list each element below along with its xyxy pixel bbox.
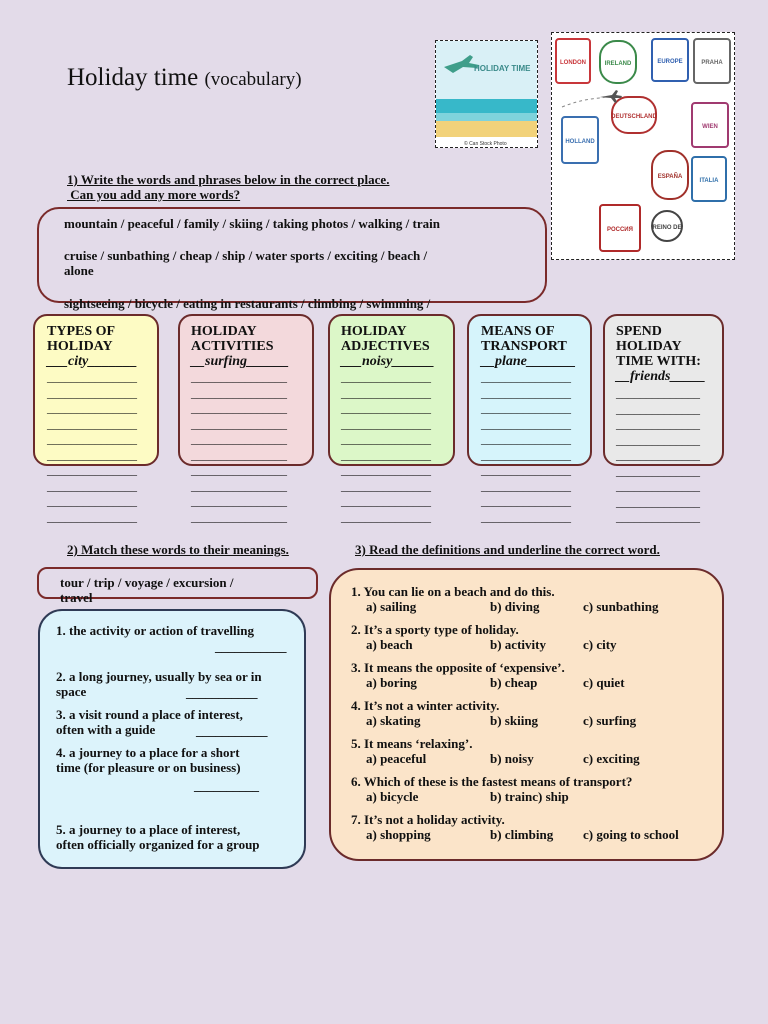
page-title — [67, 64, 302, 92]
stamp — [556, 39, 590, 83]
answer-lines-activities[interactable]: ________________ ________________ ________________ ________________ ________________ ________________ ________________ ________________ ________________ ________________ — [191, 370, 287, 524]
option-b[interactable]: b) trainc) ship — [490, 789, 569, 804]
ex1-instruction-line2: Can you add any more words? — [67, 187, 241, 202]
svg-text:ITALIA: ITALIA — [699, 178, 719, 184]
stamp — [611, 97, 657, 133]
category-transport: MEANS OF TRANSPORT __plane_______ — [481, 324, 576, 369]
match-words-line1: tour / trip / voyage / excursion / — [60, 575, 234, 590]
option-b[interactable]: b) climbing — [490, 827, 554, 842]
option-a[interactable]: a) beach — [366, 637, 413, 652]
example-answer: __surfing______ — [191, 354, 290, 369]
answer-lines-types[interactable]: _______________ _______________ _______________ _______________ _______________ _______________ _______________ _______________ _______________ _______________ — [47, 370, 137, 524]
word-bank-line-1: mountain / peaceful / family / skiing / taking photos / walking / train — [64, 216, 440, 231]
definition-question: 6. Which of these is the fastest means of transport? — [351, 774, 633, 789]
stamp — [694, 39, 730, 83]
option-b[interactable]: b) activity — [490, 637, 546, 652]
category-spend-time: SPEND HOLIDAY TIME WITH: __friends_____ — [616, 324, 706, 384]
option-a[interactable]: a) sailing — [366, 599, 417, 614]
beach-illustration — [436, 41, 537, 147]
option-c[interactable]: c) going to school — [583, 827, 679, 842]
stamp — [652, 39, 688, 81]
svg-text:EUROPE: EUROPE — [657, 59, 683, 65]
meaning-3: 3. a visit round a place of interest, often with a guide — [56, 707, 243, 737]
option-b[interactable]: b) noisy — [490, 751, 534, 766]
example-answer: ___noisy______ — [341, 354, 435, 369]
ex1-instruction-line1: 1) Write the words and phrases below in the correct place. — [67, 172, 390, 187]
svg-text:WIEN: WIEN — [702, 124, 718, 130]
svg-text:РОССИЯ: РОССИЯ — [607, 227, 633, 233]
holiday-caption: HOLIDAY TIME — [474, 64, 531, 73]
travel-stamps-collage — [552, 33, 734, 259]
meaning-4: 4. a journey to a place for a short time (for pleasure or on business) — [56, 745, 241, 775]
answer-lines-adjectives[interactable]: _______________ _______________ _______________ _______________ _______________ _______________ _______________ _______________ _______________ _______________ — [341, 370, 431, 524]
meaning-5: 5. a journey to a place of interest, often officially organized for a group — [56, 822, 260, 852]
option-a[interactable]: a) bicycle — [366, 789, 419, 804]
image-credit: © Can Stock Photo — [464, 141, 507, 147]
definition-question: 4. It’s not a winter activity. — [351, 698, 500, 713]
option-a[interactable]: a) shopping — [366, 827, 431, 842]
match-words-line2: travel — [60, 590, 93, 605]
option-c[interactable]: c) sunbathing — [583, 599, 659, 614]
stamp — [692, 103, 728, 147]
svg-text:IRELAND: IRELAND — [604, 61, 632, 67]
svg-text:HOLLAND: HOLLAND — [565, 139, 595, 145]
option-c[interactable]: c) quiet — [583, 675, 625, 690]
match-words — [60, 575, 233, 605]
word-bank-line-3: sightseeing / bicycle / eating in restaurants / climbing / swimming / — [64, 296, 431, 311]
meaning-4-blank[interactable]: __________ — [194, 778, 259, 793]
option-c[interactable]: c) exciting — [583, 751, 640, 766]
ex2-instruction: 2) Match these words to their meanings. — [67, 542, 289, 557]
stamp — [652, 211, 682, 241]
stamp — [562, 117, 598, 163]
option-b[interactable]: b) diving — [490, 599, 540, 614]
meaning-2: 2. a long journey, usually by sea or in space — [56, 669, 262, 699]
definition-question: 5. It means ‘relaxing’. — [351, 736, 473, 751]
option-c[interactable]: c) surfing — [583, 713, 637, 728]
svg-text:ESPAÑA: ESPAÑA — [657, 174, 683, 180]
ex3-instruction: 3) Read the definitions and underline the correct word. — [355, 542, 660, 557]
stamp — [600, 41, 636, 83]
category-adjectives: HOLIDAY ADJECTIVES ___noisy______ — [341, 324, 435, 369]
meaning-1-blank[interactable]: ___________ — [215, 639, 287, 654]
option-b[interactable]: b) skiing — [490, 713, 539, 728]
word-bank-line-2: cruise / sunbathing / cheap / ship / water sports / exciting / beach / — [64, 248, 428, 263]
answer-lines-transport[interactable]: _______________ _______________ _______________ _______________ _______________ _______________ _______________ _______________ _______________ _______________ — [481, 370, 571, 524]
definition-question: 3. It means the opposite of ‘expensive’. — [351, 660, 565, 675]
example-answer: ___city_______ — [47, 354, 138, 369]
example-answer: __friends_____ — [616, 369, 706, 384]
svg-text:LONDON: LONDON — [560, 60, 586, 66]
svg-text:PRAHA: PRAHA — [701, 60, 723, 66]
title-main: Holiday time — [67, 64, 199, 91]
holiday-image — [435, 40, 538, 148]
stamps-image — [551, 32, 735, 260]
svg-text:DEUTSCHLAND: DEUTSCHLAND — [611, 114, 657, 120]
word-bank-line-2b: alone — [64, 263, 94, 278]
category-types: TYPES OF HOLIDAY ___city_______ — [47, 324, 138, 369]
option-a[interactable]: a) peaceful — [366, 751, 427, 766]
stamp — [600, 205, 640, 251]
option-c[interactable]: c) city — [583, 637, 617, 652]
stamp — [692, 157, 726, 201]
example-answer: __plane_______ — [481, 354, 576, 369]
meaning-1: 1. the activity or action of travelling — [56, 623, 254, 638]
title-sub: (vocabulary) — [204, 69, 302, 90]
category-activities: HOLIDAY ACTIVITIES __surfing______ — [191, 324, 290, 369]
definition-question: 2. It’s a sporty type of holiday. — [351, 622, 519, 637]
answer-lines-spend-time[interactable]: ______________ ______________ ______________ ______________ ______________ ______________ ______________ ______________ ______________ — [616, 386, 700, 524]
stamp — [652, 151, 688, 199]
meaning-2-blank[interactable]: ___________ — [186, 685, 258, 700]
option-a[interactable]: a) skating — [366, 713, 421, 728]
ex1-instruction — [67, 172, 389, 202]
definition-question: 7. It’s not a holiday activity. — [351, 812, 505, 827]
svg-text:REINO DE: REINO DE — [652, 225, 682, 231]
definition-question: 1. You can lie on a beach and do this. — [351, 584, 555, 599]
option-a[interactable]: a) boring — [366, 675, 417, 690]
option-b[interactable]: b) cheap — [490, 675, 538, 690]
meaning-3-blank[interactable]: ___________ — [196, 723, 268, 738]
